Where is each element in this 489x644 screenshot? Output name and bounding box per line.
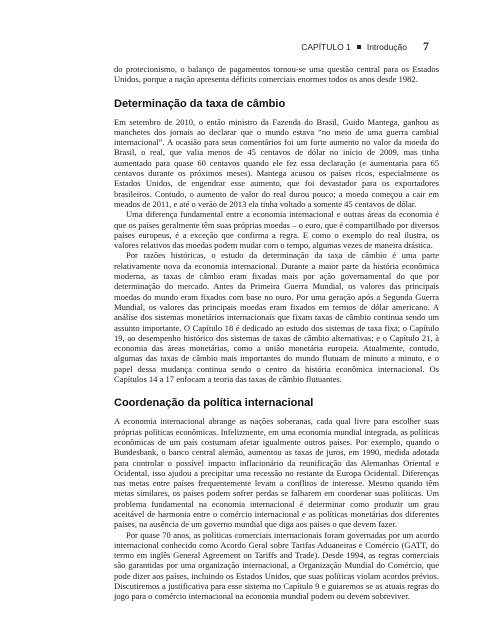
paragraph: Por razões históricas, o estudo da determinação da taxa de câmbio é uma parte relativamente nova da economia internacional. Durante a maior parte da história econômica moderna, as taxas de câmbio eram fixadas mais por ação governamental do que por determinação do mercado. Antes da Primeira Guerra Mundial, os valores das principais moedas do mundo eram fixados com base no ouro. Por uma geração após a Segunda Guerra Mundial, os valores das principais moedas eram fixados em termos de dólar americano. A análise dos sistemas monetários internacionais que fixam taxas de câmbio continua sendo um assunto importante. O Capítulo 18 é dedicado ao estudo dos sistemas de taxa fixa; o Capítulo 19, ao desempenho histórico dos sistemas de taxas de câmbio alternativas; e o Capítulo 21, à economia das áreas monetárias, como a união monetária europeia. Atualmente, contudo, algumas das taxas de câmbio mais importantes do mundo flutuam de minuto a minuto, e o papel dessa mudança continua sendo o centro da história econômica internacional. Os Capítulos 14 a 17 enfocam a teoria das taxas de câmbio flutuantes. (114, 250, 439, 385)
paragraph: A economia internacional abrange as nações soberanas, cada qual livre para escolher suas próprias políticas econômicas. Infelizmente, em uma economia mundial integrada, as políticas econômicas de um país costumam afetar igualmente outros países. Por exemplo, quando o Bundesbank, o banco central alemão, aumentou as taxas de juros, em 1990, medida adotada para controlar o possível impacto inflacionário da reunificação das Alemanhas Oriental e Ocidental, isso ajudou a precipitar uma recessão no restante da Europa Ocidental. Diferenças nas metas entre países frequentemente levam a conflitos de interesse. Mesmo quando têm metas similares, os países podem sofrer perdas se falharem em coordenar suas políticas. Um problema fundamental na economia internacional é determinar como produzir um grau aceitável de harmonia entre o comércio internacional e as políticas monetárias dos diferentes países, na ausência de um governo mundial que diga aos países o que devem fazer. (114, 416, 439, 530)
paragraph-continuation: do protecionismo, o balanço de pagamentos tornou-se uma questão central para os Estados Unidos, porque a nação apresenta déficits comerciais enormes todos os anos desde 1982. (114, 64, 439, 85)
paragraph: Por quase 70 anos, as políticas comerciais internacionais foram governadas por um acordo internacional conhecido como Acordo Geral sobre Tarifas Aduaneiras e Comércio (GATT, do termo em inglês General Agreement on Tariffs and Trade). Desde 1994, as regras comerciais são garantidas por uma organização internacional, a Organização Mundial do Comércio, que pode dizer aos países, incluindo os Estados Unidos, que suas políticas violam acordos prévios. Discutiremos a justificativa para esse sistema no Capítulo 9 e guiaremos se as atuais regras do jogo para o comércio internacional na economia mundial podem ou devem sobreviver. (114, 529, 439, 602)
chapter-label: CAPÍTULO 1 (301, 41, 351, 52)
paragraph: Uma diferença fundamental entre a economia internacional e outras áreas da economia é que os países geralmente têm suas próprias moedas – o euro, que é compartilhado por diversos países europeus, é a exceção que confirma a regra. E como o exemplo do real ilustra, os valores relativos das moedas podem mudar com o tempo, algumas vezes de maneira drástica. (114, 209, 439, 251)
section-heading-exchange-rate: Determinação da taxa de câmbio (114, 97, 286, 110)
section-label: Introdução (366, 41, 407, 52)
square-bullet-icon (357, 45, 361, 49)
running-header (301, 39, 429, 54)
section-heading-policy-coordination: Coordenação da política internacional (114, 397, 314, 410)
page-number: 7 (423, 39, 429, 53)
body-text (114, 64, 439, 602)
paragraph: Em setembro de 2010, o então ministro da Fazenda do Brasil, Guido Mantega, ganhou as manchetes dos jornais ao declarar que o mundo estava “no meio de uma guerra cambial internacional”. A ocasião para seus comentários foi um forte aumento no valor da moeda do Brasil, o real, que valia menos de 45 centavos de dólar no início de 2009, mas tinha aumentado para quase 60 centavos quando ele fez essa declaração (e aumentaria para 65 centavos durante os próximos meses). Mantega acusou os países ricos, especialmente os Estados Unidos, de engendrar esse aumento, que foi devastador para os exportadores brasileiros. Contudo, o aumento de valor do real durou pouco; a moeda começou a cair em meados de 2011, e até o verão de 2013 ela tinha voltado a somente 45 centavos de dólar. (114, 116, 439, 209)
